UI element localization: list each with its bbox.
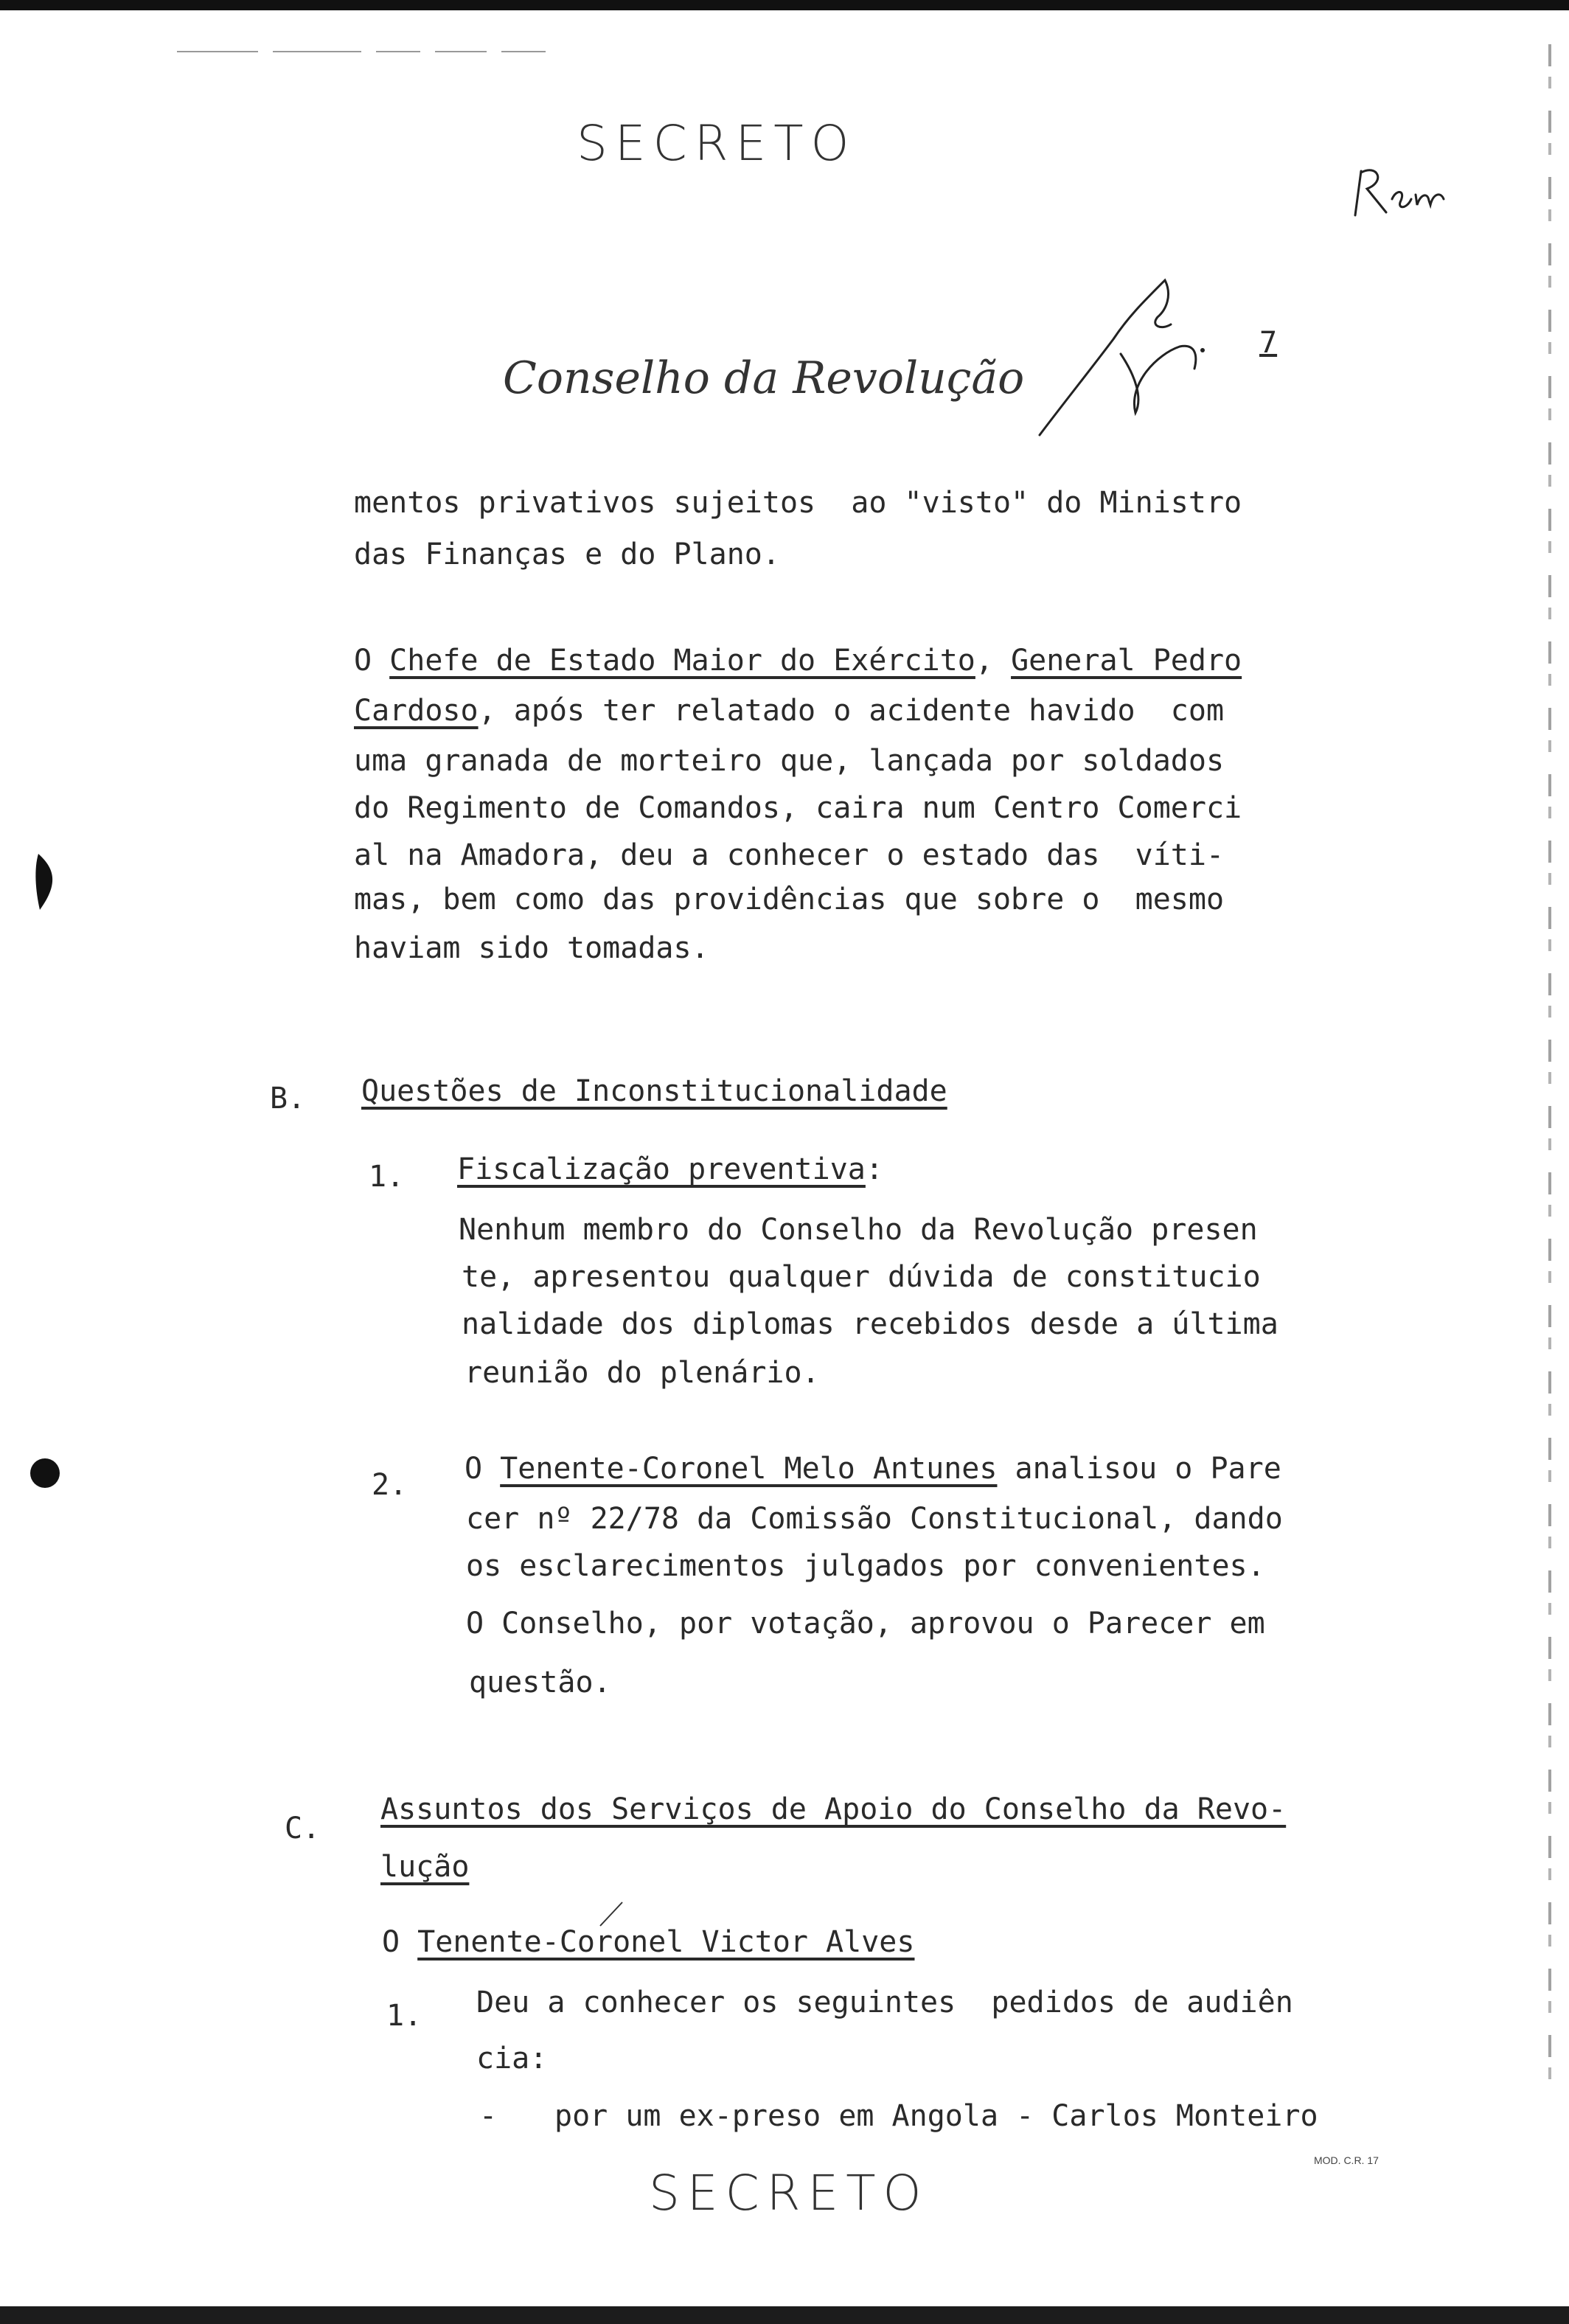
text-line: questão. bbox=[469, 1666, 611, 1699]
classification-stamp-top: SECRETO bbox=[577, 115, 857, 172]
margin-note bbox=[1348, 156, 1451, 223]
underlined-name: Tenente-Coronel Victor Alves bbox=[417, 1925, 915, 1959]
text: , após ter relatado o acidente havido com bbox=[478, 694, 1225, 728]
text-line: nalidade dos diplomas recebidos desde a última bbox=[462, 1307, 1278, 1341]
text-line: mentos privativos sujeitos ao "visto" do Ministro bbox=[354, 486, 1242, 520]
text-line bbox=[382, 1927, 914, 1957]
text-line: Nenhum membro do Conselho da Revolução presen bbox=[459, 1213, 1258, 1247]
text-line: te, apresentou qualquer dúvida de constitucio bbox=[462, 1260, 1261, 1294]
classification-stamp-bottom: SECRETO bbox=[649, 2165, 929, 2222]
section-title-text: Questões de Inconstitucionalidade bbox=[361, 1074, 947, 1108]
item-number: 2. bbox=[372, 1468, 408, 1502]
underlined-title: Chefe de Estado Maior do Exército bbox=[389, 644, 975, 678]
text-line: haviam sido tomadas. bbox=[354, 931, 709, 965]
form-code: MOD. C.R. 17 bbox=[1314, 2154, 1379, 2166]
underlined-name: General Pedro bbox=[1011, 644, 1242, 678]
section-letter-c: C. bbox=[285, 1812, 321, 1845]
item-number: 1. bbox=[386, 1999, 422, 2033]
section-title-b bbox=[361, 1076, 947, 1106]
text-line: O Conselho, por votação, aprovou o Parecer em bbox=[466, 1607, 1265, 1641]
text-line: reunião do plenário. bbox=[465, 1356, 820, 1390]
section-letter-b: B. bbox=[270, 1082, 306, 1116]
handwritten-signature bbox=[1032, 273, 1224, 442]
text: , bbox=[975, 644, 1012, 678]
text-line bbox=[465, 1452, 1281, 1486]
text-line: mas, bem como das providências que sobre o mesmo bbox=[354, 883, 1225, 916]
text: analisou o Pare bbox=[997, 1452, 1281, 1486]
text-line bbox=[354, 696, 1224, 726]
underlined-name: Tenente-Coronel Melo Antunes bbox=[500, 1452, 998, 1486]
text-line: os esclarecimentos julgados por convenientes. bbox=[466, 1549, 1265, 1583]
text-line bbox=[354, 644, 1242, 678]
scan-border-bottom bbox=[0, 2306, 1569, 2324]
text-line: do Regimento de Comandos, caira num Centro Comerci bbox=[354, 791, 1242, 825]
section-title-c bbox=[380, 1792, 1287, 1826]
text-line: al na Amadora, deu a conhecer o estado das víti- bbox=[354, 838, 1225, 872]
section-title-text: lução bbox=[380, 1850, 470, 1884]
item-heading bbox=[457, 1152, 883, 1186]
text: : bbox=[865, 1152, 883, 1186]
page-number: 7 bbox=[1259, 326, 1278, 360]
scan-border-right bbox=[1548, 44, 1551, 2079]
section-title-c-cont bbox=[380, 1852, 469, 1882]
text-line: Deu a conhecer os seguintes pedidos de audiên bbox=[476, 1986, 1293, 2019]
text-line: cia: bbox=[476, 2042, 548, 2076]
ink-blot bbox=[27, 1457, 63, 1494]
scan-border-top bbox=[0, 0, 1569, 10]
ink-blot bbox=[32, 854, 62, 913]
item-heading-text: Fiscalização preventiva bbox=[457, 1152, 866, 1186]
text-line: por um ex-preso em Angola - Carlos Monteiro bbox=[554, 2099, 1318, 2133]
scan-dashes bbox=[177, 44, 560, 59]
text: O bbox=[465, 1452, 501, 1486]
section-title-text: Assuntos dos Serviços de Apoio do Conselho da Revo- bbox=[380, 1792, 1287, 1826]
letterhead: Conselho da Revolução bbox=[503, 352, 1025, 404]
text: O bbox=[354, 644, 390, 678]
underlined-name: Cardoso bbox=[354, 694, 479, 728]
text-line: cer nº 22/78 da Comissão Constitucional, dando bbox=[466, 1502, 1283, 1536]
text-line: uma granada de morteiro que, lançada por soldados bbox=[354, 744, 1225, 778]
item-number: 1. bbox=[369, 1160, 405, 1194]
pen-mark bbox=[597, 1899, 627, 1929]
bullet: - bbox=[479, 2099, 498, 2133]
ink-dot bbox=[1200, 348, 1205, 352]
text-line: das Finanças e do Plano. bbox=[354, 537, 780, 571]
text: O bbox=[382, 1925, 418, 1959]
